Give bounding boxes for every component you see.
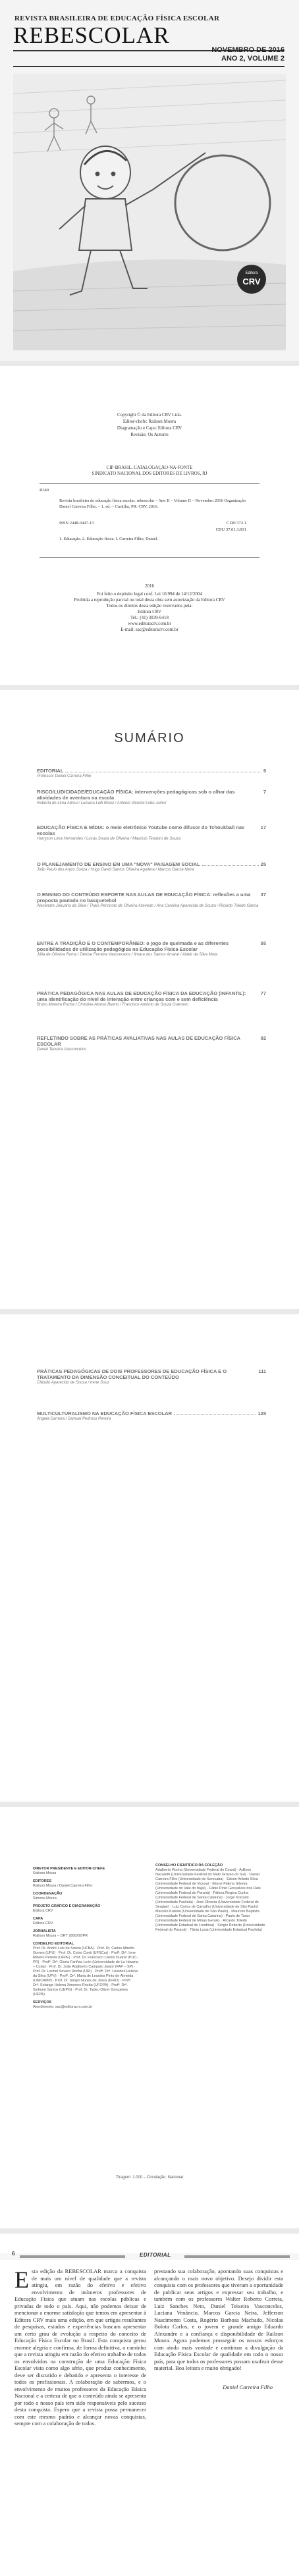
- toc-entry-author: Roberta de Lima Abreu / Luciana Lelli Rossi / Antonio Vicente Lobo Junior: [37, 801, 167, 805]
- credit-value: Railson Moura – DRT 2800/02/PR: [33, 1934, 88, 1938]
- issue-date: NOVEMBRO DE 2016: [211, 46, 285, 54]
- page-separator: [0, 685, 299, 690]
- cip-subjects: 1. Educação. 2. Educação física. I. Carreira Filho, Daniel.: [59, 537, 158, 541]
- cover-illustration: [13, 74, 286, 350]
- layout-line: Diagramação e Capa: Editora CRV: [117, 425, 182, 431]
- toc-entry-author: Bruno Moreira Rocha / Christine Alonso Bueno / Francisco Antônio de Souza Guerrero: [37, 1003, 189, 1007]
- editorial-column-left: [14, 2268, 146, 2427]
- editorial-text-left: sta edição da REBESCOLAR marca a conquista de mais um nível de qualidade que a revista atingiu, em razão do efetivo e efetivo envolvimento de inúmeros professores de Educação Física que atuam nas escolas públicas e privadas de todo o país. Aqui, não podemos deixar de mencionar a enorme satisfação que temos em apresentar à Editora CRV mais uma edição, em que artigos resultantes de pesquisas, estudos e experiências buscam apresentar um certo grau de evolução a respeito do conceito de Educação Física Escolar no Brasil. Esta conquista gerou enorme alegria e confirma, de forma definitiva, o caminho que a revista atingiu em razão do efetivo trabalho de todos os envolvidos na construção de uma Educação Física Escolar vista como algo sério, que produz conhecimento, deve ser discutido e debatido e apresenta o interesse de todos os profissionais. A colaboração de sabermos, e o envolvimento de muitos professores da Educação Básica Nacional e a certeza de que o conteúdo ainda se apresenta por todo o nosso país tem sido responsáveis pelo sucesso desta conquista. Espero que a revista possa permanecer com este mesmo padrão e alcançar novas conquistas, sempre com a colaboração de todos.: [14, 2268, 146, 2427]
- scientific-board-list: Adalberto Rocha (Universidade Federal do Ceará) · Adilson Nazareth (Universidade Federal do Mato Grosso do Sul) · Daniel Carreira Filho (Universidade de Sorocaba) · Edson Arlindo Silva (Universidade Federal de Viçosa) · Eliane Fátima Silveira (Universidade do Vale do Itajaí) · Fábio Pinto Gonçalves dos Reis (Universidade Federal do Paraná) · Fátima Regina Cunha (Universidade Federal de Santa Catarina) · Jorge Koizumi (Universidade Paulista) · José Oliveira (Universidade Federal de Sergipe) · Luiz Carlos de Carvalho (Universidade de São Paulo) · Marcelo Kubota (Universidade de São Paulo) · Maurício Baptista (Universidade Federal de Santa Catarina) · Paulo de Tarso (Universidade Federal de Minas Gerais) · Ricardo Toledo (Universidade Estadual de Londrina) · Sérgio Roberto (Universidade Federal do Paraná) · Tânia Lucia (Universidade Estadual Paulista): [155, 1868, 265, 1932]
- page-number: 6: [12, 2251, 15, 2257]
- toc-entry-title: PRÁTICAS PEDAGÓGICAS DE DOIS PROFESSORES DE EDUCAÇÃO FÍSICA E O TRATAMENTO DA DIMENSÃO CONCEITUAL DO CONTEÚDO: [37, 1368, 227, 1380]
- credit-value[interactable]: Atendimento: sac@editoracrv.com.br: [33, 2005, 93, 2009]
- editor-chief-line: Editor-chefe: Railson Moura: [122, 419, 177, 424]
- cip-issn: ISSN 2448-0447-13: [59, 521, 94, 525]
- cip-cdu: CDU 37.01.3:931: [215, 527, 246, 532]
- toc-entry-author: Alexandre Januário da Silva / Thaís Percinoto de Oliveira Azevedo / Ana Carolina Aparecida de Souza / Ricardo Toledo Garcia: [37, 904, 259, 908]
- toc-entry-author: Harryson Lima Hernandes / Lucas Souza de Oliveira / Mauricio Teodoro de Souza: [37, 837, 181, 841]
- toc-entry[interactable]: [37, 940, 266, 957]
- rights-notice: Todos os direitos desta edição reservados pela:: [106, 603, 193, 608]
- cip-bottom-rule: [40, 557, 259, 558]
- toc-entry-title: RISCO/LUDICIDADE/EDUCAÇÃO FÍSICA: intervenções pedagógicas sob o olhar das atividades de aventura na escola: [37, 789, 235, 801]
- credit-heading: JORNALISTA: [33, 1929, 56, 1933]
- toc-entry-title: MULTICULTURALISMO NA EDUCAÇÃO FÍSICA ESCOLAR: [37, 1410, 172, 1416]
- toc-entry-page: 111: [258, 1368, 266, 1374]
- toc-entry-page: 125: [258, 1410, 266, 1416]
- toc-entry-page: 92: [260, 1035, 266, 1041]
- toc-entry[interactable]: [37, 824, 266, 842]
- toc-entry[interactable]: [37, 990, 266, 1007]
- toc-entry-page: 37: [260, 892, 266, 898]
- toc-entry[interactable]: [37, 1368, 266, 1385]
- credit-value: Railson Moura / Daniel Carreira Filho: [33, 1884, 93, 1888]
- credit-heading: EDITORES: [33, 1879, 52, 1883]
- toc-entry-page: 9: [263, 768, 266, 774]
- cip-code: R349: [40, 488, 49, 493]
- publisher-website[interactable]: www.editoracrv.com.br: [128, 621, 171, 626]
- toc-entry[interactable]: [37, 1410, 266, 1422]
- print-run: Tiragem: 1.000 – Circulação: Nacional: [116, 2176, 183, 2180]
- publisher-name: Editora CRV: [137, 609, 162, 614]
- copyright-page: [0, 366, 299, 685]
- cip-description: Revista brasileira de educação física escolar. rebescolar – Ano II – Volume II – Novembro 2016 Organização Daniel Carreira Filho. – 1. ed. – Curitiba, PR: CRV, 2016.: [59, 498, 246, 509]
- cip-top-rule: [40, 483, 259, 484]
- logo-main-text: CRV: [242, 277, 261, 286]
- journal-name: REVISTA BRASILEIRA DE EDUCAÇÃO FÍSICA ESCOLAR: [14, 14, 220, 22]
- logo-top-text: Editora: [245, 271, 258, 275]
- credit-value: Prof. Dr. André Luís de Souza (UFBA) · Prof. Dr. Carlos Alberto Gomes (UFU) · Prof. Dr. Celso Conti (UFSCar) · Profª. Drª. Ione Ribeiro Pereira (UFPE) · Prof. Dr. Francisco Carlos Duarte (PUC-PR) · Profª. Drª. Gloria Fariñas León (Universidade de La Havana – Cuba) · Prof. Dr. João Adalberto Campato Junior (FAP – SP) · Prof. Dr. Leonel Severo Rocha (URI) · Profª. Drª. Lourdes Helena da Silva (UFV) · Profª. Drª. Maria de Lourdes Pinto de Almeida (UNICAMP) · Prof. Dr. Sérgio Nunes de Jesus (IFRO) · Profª. Drª. Solange Helena Ximenes-Rocha (UFOPA) · Profª. Drª. Sydione Santos (UEPG) · Prof. Dr. Tadeu Oliver Gonçalves (UFPA): [33, 1946, 138, 1997]
- toc-entry-page: 77: [260, 990, 266, 996]
- cover-page: [0, 0, 299, 362]
- toc-entry-author: Daniel Teixeira Vasconcelos: [37, 1048, 86, 1052]
- credits-right-column: [155, 1864, 266, 1933]
- review-line: Revisão: Os Autores: [130, 432, 169, 437]
- toc-entry[interactable]: [37, 768, 266, 779]
- credit-heading: COORDENAÇÃO: [33, 1892, 63, 1896]
- toc-entry-page: 7: [263, 789, 266, 795]
- toc-entry-title: EDUCAÇÃO FÍSICA E MÍDIA: o meio eletrônico Youtube como difusor do Tchoukball nas escolas: [37, 824, 245, 836]
- publisher-email[interactable]: E-mail: sac@editoracrv.com.br: [121, 627, 178, 632]
- cip-subheading: SINDICATO NACIONAL DOS EDITORES DE LIVROS, RJ: [92, 471, 207, 476]
- toc-entry[interactable]: [37, 1035, 266, 1052]
- toc-entry-title: REFLETINDO SOBRE AS PRÁTICAS AVALIATIVAS NAS AULAS DE EDUCAÇÃO FÍSICA ESCOLAR: [37, 1035, 240, 1047]
- credit-value: Simone Moura: [33, 1896, 57, 1900]
- toc-entry-page: 25: [260, 861, 266, 867]
- cip-record: [40, 483, 259, 561]
- credit-heading: CONSELHO EDITORIAL: [33, 1942, 74, 1946]
- credit-heading: PROJETO GRÁFICO E DIAGRAMAÇÃO: [33, 1904, 101, 1908]
- summary-title: SUMÁRIO: [114, 731, 185, 745]
- publication-year: 2016: [145, 583, 154, 589]
- editorial-column-right: [154, 2268, 283, 2372]
- editorial-signature: Daniel Carreira Filho: [223, 2384, 273, 2390]
- editorial-label: EDITORIAL: [140, 2252, 171, 2258]
- legal-deposit: Foi feito o depósito legal conf. Lei 10.994 de 14/12/2004: [96, 591, 202, 597]
- credit-heading: SERVIÇOS: [33, 2000, 52, 2004]
- page-separator: [0, 1802, 299, 1807]
- toc-entry-title: ENTRE A TRADIÇÃO E O CONTEMPORÂNEO: o jogo de queimada e as diferentes possibilidades de utilização pedagógica na Educação Física Escolar: [37, 940, 229, 952]
- scientific-board-heading: CONSELHO CIENTÍFICO DA COLEÇÃO: [155, 1864, 223, 1867]
- toc-entry[interactable]: [37, 789, 266, 806]
- credit-value: Railson Moura: [33, 1871, 57, 1875]
- publisher-phone: Tel.: (41) 3039-6418: [130, 615, 169, 620]
- toc-entry[interactable]: [37, 861, 266, 872]
- cip-cdd: CDD 372.1: [227, 521, 246, 525]
- credit-value: Editora CRV: [33, 1921, 53, 1925]
- credits-page: [0, 1807, 299, 2228]
- toc-entry-title: PRÁTICA PEDAGÓGICA NAS AULAS DE EDUCAÇÃO FÍSICA DA EDUCAÇÃO (INFANTIL): uma identificação do nível de interação entre crianças com e sem deficiência: [37, 990, 246, 1002]
- journal-title: REBESCOLAR: [13, 22, 170, 48]
- credit-value: Editora CRV: [33, 1909, 53, 1913]
- toc-entry[interactable]: [37, 892, 266, 909]
- page-separator: [0, 361, 299, 366]
- toc-entry-page: 17: [260, 824, 266, 830]
- toc-entry-author: Angela Carreira / Samuel Pedroso Pereira: [37, 1417, 111, 1421]
- toc-entry-author: João Paulo dos Anjos Souza / Hugo David Santos Oliveira Aguilera / Marcos Garcia Neira: [37, 868, 194, 872]
- drop-cap: E: [14, 2267, 29, 2293]
- credits-left-column: [33, 1864, 138, 2010]
- editorial-page: [0, 2234, 299, 2576]
- copyright-line: Copyright © da Editora CRV Ltda.: [117, 412, 182, 417]
- toc-entry-author: Professor Daniel Carreira Filho: [37, 774, 92, 778]
- page-separator: [0, 2228, 299, 2234]
- toc-entry-title: O ENSINO DO CONTEÚDO ESPORTE NAS AULAS DE EDUCAÇÃO FÍSICA: reflexões a uma proposta pautada no basquetebol: [37, 892, 251, 903]
- cip-heading: CIP-BRASIL. CATALOGAÇÃO-NA-FONTE: [106, 465, 193, 470]
- credit-heading: DIRETOR PRESIDENTE E EDITOR-CHEFE: [33, 1867, 105, 1871]
- toc-entry-title: O PLANEJAMENTO DE ENSINO EM UMA "NOVA" PAISAGEM SOCIAL: [37, 861, 200, 867]
- toc-entry-page: 55: [260, 940, 266, 946]
- toc-entry-title: EDITORIAL: [37, 768, 64, 774]
- editorial-text-right: prestando sua colaboração, apontando suas conquistas e alcançando o mais novo objetivo. Desejo dividir esta conquista com os professores que tiveram a oportunidade de publicar seus artigos e expressar seu trabalho, e também com os professores Walter Roberto Correia, Luiz Sanches Neto, Daniel Teixeira Vasconcelos, Luciana Venâncio, Marcos Garcia Neira, Jefferson Nascimento Costa, Rogério Barbosa Machado, Nicolas Bolota Carlos, e o jovem e grande amigo Eduardo Alexandre e a confiança e disponibilidade de Railson Moura. Agora podemos prosseguir os nossos esforços com ainda mais vontade e continuar a divulgação da Educação Física Escolar de qualidade em todo o nosso país, para que todos os professores possam usufruir desse material. Boa leitura e muito obrigado!: [154, 2268, 283, 2371]
- date-rule: [13, 66, 285, 67]
- reproduction-notice: Proibida a reprodução parcial ou total desta obra sem autorização da Editora CRV: [74, 597, 225, 603]
- issue-date-block: [211, 46, 285, 63]
- credit-heading: CAPA: [33, 1917, 43, 1921]
- issue-volume: ANO 2, VOLUME 2: [221, 55, 285, 63]
- summary-page: [0, 690, 299, 1309]
- page-separator: [0, 1309, 299, 1314]
- summary-continued-page: [0, 1314, 299, 1802]
- toc-entry-author: Cláudio Aparecido de Souza / Irene Souz: [37, 1381, 109, 1385]
- toc-entry-author: Júlia de Oliveira Roma / Denise Ferreira Vasconcelos / Ilmara dos Santos Amaral / Aldeir da Silva Mota: [37, 953, 218, 957]
